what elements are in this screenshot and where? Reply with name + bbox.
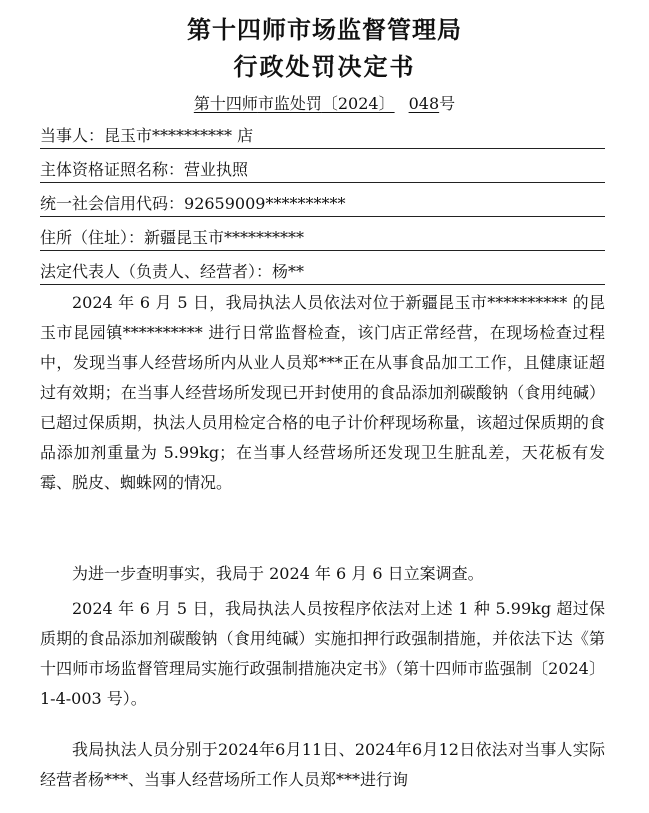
legal-rep-field: [40, 260, 605, 285]
credit-code-label: 统一社会信用代码：: [40, 194, 185, 213]
license-name-value: 营业执照: [184, 160, 249, 179]
doc-number-year: 〔2024〕: [321, 94, 395, 113]
doc-number-middle: 市监处罚: [257, 94, 322, 113]
doc-number-suffix: 号: [439, 94, 456, 113]
legal-rep-label: 法定代表人（负责人、经营者）：: [40, 262, 273, 281]
document-number: [0, 91, 649, 114]
body-paragraph-3: 2024 年 6 月 5 日，我局执法人员按程序依法对上述 1 种 5.99kg 超过保质期的食品添加剂碳酸钠（食用纯碱）实施扣押行政强制措施，并依法下达《第十四师市场监督管理局实施行政强制措施决定书》（第十四师市监强制〔2024〕1-4-003 号）。: [40, 599, 605, 708]
license-name-label: 主体资格证照名称：: [40, 160, 185, 179]
address-value: 新疆昆玉市**********: [144, 228, 305, 247]
document-title-type: 行政处罚决定书: [233, 53, 416, 81]
body-paragraph-2: 为进一步查明事实，我局于 2024 年 6 月 6 日立案调查。: [72, 564, 484, 583]
document-title-agency: 第十四师市场监督管理局: [187, 16, 462, 44]
party-field: [40, 124, 605, 149]
party-value: 昆玉市********** 店: [104, 126, 254, 145]
doc-number-value: 048: [408, 94, 440, 113]
address-label: 住所（住址）：: [40, 228, 145, 247]
credit-code-value: 92659009**********: [184, 194, 346, 213]
body-paragraph-1: 2024 年 6 月 5 日，我局执法人员依法对位于新疆昆玉市********** 的昆玉市昆园镇********** 进行日常监督检查，该门店正常经营，在现场检查过程中，发现当事人经营场所内从业人员郑***正在从事食品加工工作，且健康证超过有效期；在当事人经营场所发现已开封使用的食品添加剂碳酸钠（食用纯碱）已超过保质期，执法人员用检定合格的电子计价秤现场称量，该超过保质期的食品添加剂重量为 5.99kg；在当事人经营场所还发现卫生脏乱差，天花板有发霉、脱皮、蜘蛛网的情况。: [40, 293, 605, 492]
license-name-field: [40, 158, 605, 183]
doc-number-prefix: 第十四师: [193, 94, 258, 113]
address-field: [40, 226, 605, 251]
credit-code-field: [40, 192, 605, 217]
body-paragraph-4: 我局执法人员分别于2024年6月11日、2024年6月12日依法对当事人实际经营者杨***、当事人经营场所工作人员郑***进行询: [40, 740, 605, 789]
legal-rep-value: 杨**: [272, 262, 305, 281]
party-label: 当事人：: [40, 126, 105, 145]
